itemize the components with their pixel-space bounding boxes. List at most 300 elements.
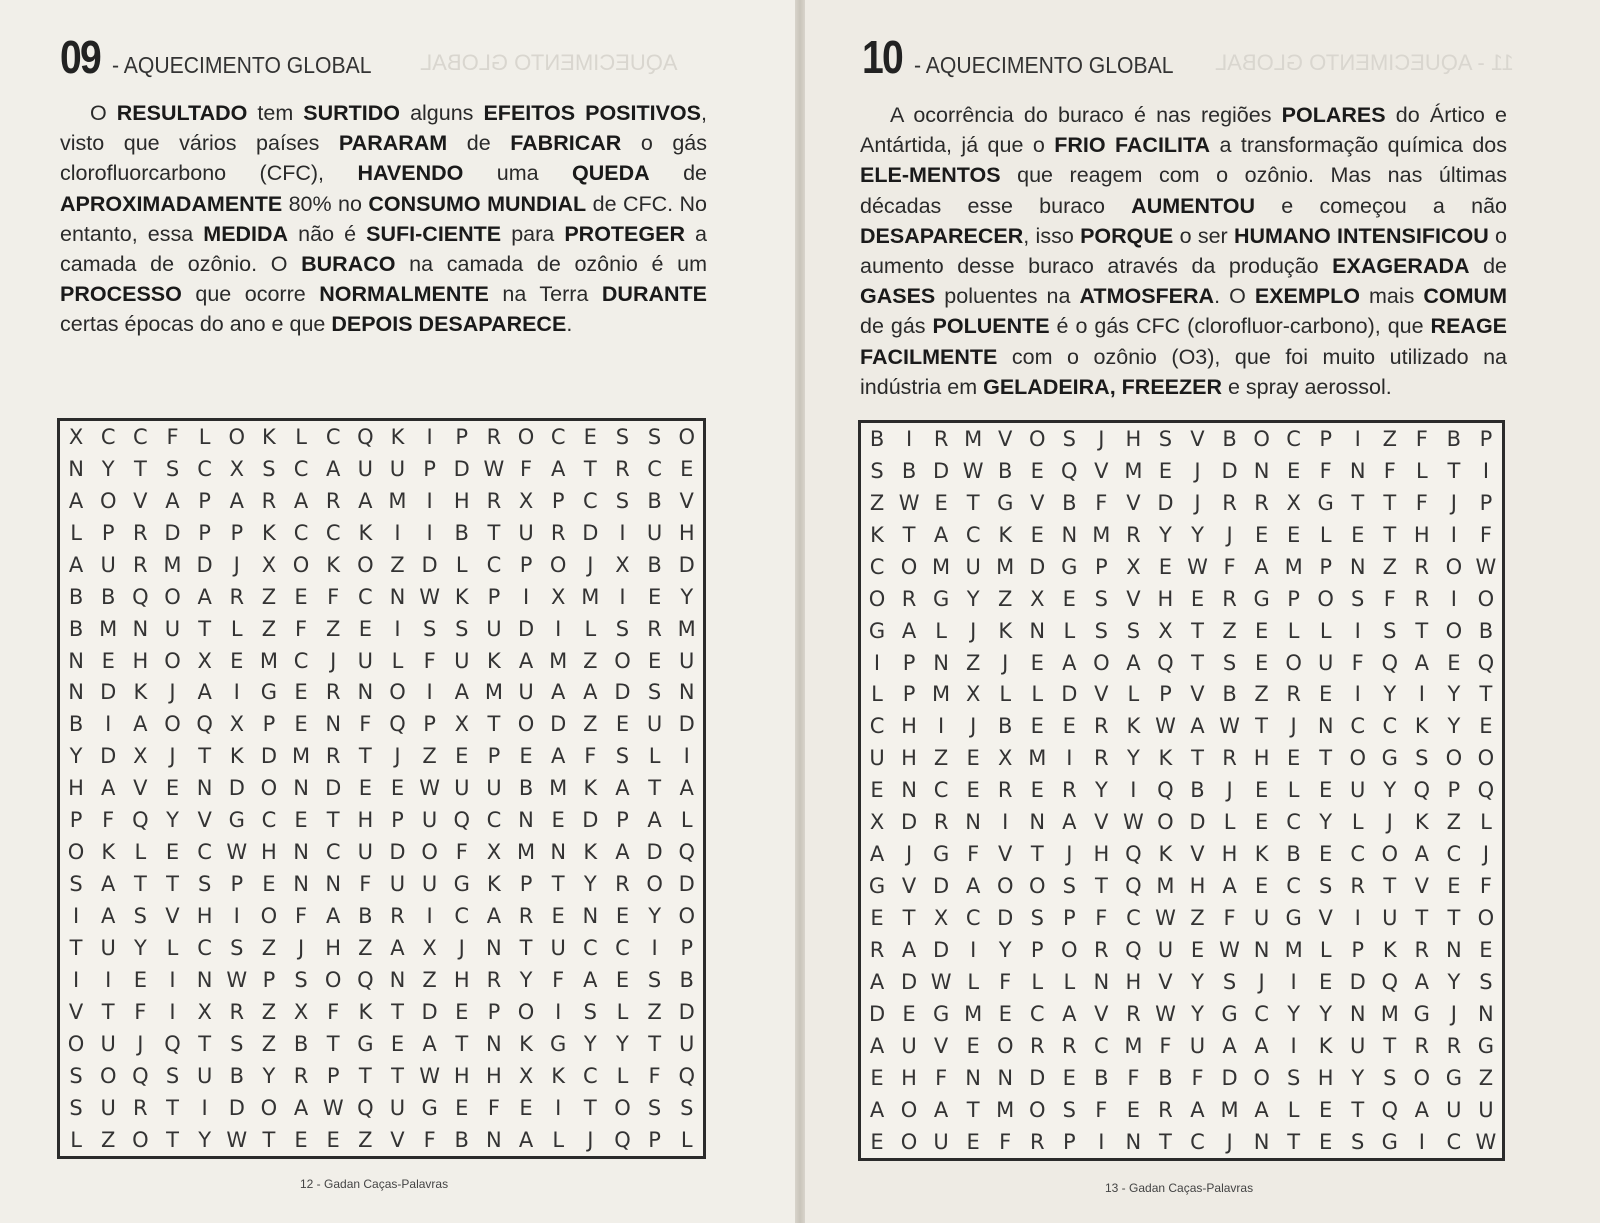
grid-letter[interactable]: I [1354, 618, 1361, 643]
grid-letter[interactable]: A [165, 488, 180, 513]
grid-letter[interactable]: M [1124, 1033, 1143, 1058]
grid-letter[interactable]: C [486, 552, 502, 577]
grid-letter[interactable]: D [100, 680, 117, 705]
grid-letter[interactable]: H [678, 520, 695, 545]
grid-letter[interactable]: M [163, 552, 182, 577]
grid-letter[interactable]: P [455, 424, 469, 449]
grid-letter[interactable]: U [518, 680, 534, 705]
grid-letter[interactable]: S [1158, 426, 1173, 451]
grid-letter[interactable]: O [1317, 586, 1334, 611]
grid-letter[interactable]: L [935, 618, 947, 643]
grid-letter[interactable]: R [933, 810, 949, 835]
grid-letter[interactable]: V [1030, 490, 1045, 515]
grid-letter[interactable]: R [261, 488, 277, 513]
grid-letter[interactable]: D [100, 744, 117, 769]
grid-letter[interactable]: S [1094, 586, 1109, 611]
grid-letter[interactable]: L [680, 1127, 693, 1152]
grid-letter[interactable]: C [1350, 842, 1366, 867]
grid-letter[interactable]: B [998, 458, 1013, 483]
grid-letter[interactable]: E [647, 584, 662, 609]
grid-letter[interactable]: N [68, 456, 84, 481]
grid-letter[interactable]: X [933, 906, 949, 931]
grid-letter[interactable]: Q [132, 1063, 149, 1088]
grid-letter[interactable]: A [1190, 1097, 1205, 1122]
grid-letter[interactable]: Q [1477, 650, 1495, 675]
grid-letter[interactable]: Y [998, 937, 1012, 962]
grid-letter[interactable]: T [326, 1031, 340, 1056]
grid-letter[interactable]: C [1446, 842, 1462, 867]
grid-letter[interactable]: N [518, 808, 534, 833]
grid-letter[interactable]: K [101, 840, 116, 865]
grid-letter[interactable]: M [996, 554, 1015, 579]
grid-letter[interactable]: C [1126, 906, 1141, 931]
grid-letter[interactable]: J [587, 1127, 594, 1152]
grid-letter[interactable]: O [389, 680, 406, 705]
grid-letter[interactable]: E [966, 1033, 980, 1058]
grid-letter[interactable]: Y [1191, 522, 1204, 547]
grid-letter[interactable]: U [1350, 778, 1366, 803]
grid-letter[interactable]: C [1254, 1001, 1269, 1026]
grid-letter[interactable]: Q [1381, 1097, 1399, 1122]
grid-letter[interactable]: L [871, 682, 883, 707]
grid-letter[interactable]: A [869, 1033, 885, 1058]
grid-letter[interactable]: E [870, 906, 884, 931]
grid-letter[interactable]: Q [678, 1063, 695, 1088]
grid-letter[interactable]: U [389, 872, 406, 897]
grid-letter[interactable]: Z [647, 999, 662, 1024]
grid-letter[interactable]: T [902, 522, 916, 547]
grid-letter[interactable]: N [68, 680, 84, 705]
grid-letter[interactable]: J [1098, 426, 1105, 451]
grid-letter[interactable]: A [1254, 1097, 1269, 1122]
grid-letter[interactable]: T [1255, 714, 1268, 739]
grid-letter[interactable]: S [69, 872, 83, 897]
grid-letter[interactable]: T [1415, 906, 1429, 931]
grid-letter[interactable]: W [1155, 1001, 1176, 1026]
grid-letter[interactable]: T [1447, 458, 1461, 483]
grid-letter[interactable]: Q [357, 424, 374, 449]
grid-letter[interactable]: M [516, 840, 536, 865]
grid-letter[interactable]: J [394, 744, 401, 769]
grid-letter[interactable]: A [101, 872, 116, 897]
grid-letter[interactable]: Z [358, 935, 373, 960]
grid-letter[interactable]: E [1030, 458, 1044, 483]
grid-letter[interactable]: L [1031, 682, 1044, 707]
grid-letter[interactable]: M [99, 616, 118, 641]
grid-letter[interactable]: P [1095, 554, 1108, 579]
grid-letter[interactable]: I [233, 680, 240, 705]
grid-letter[interactable]: O [1253, 426, 1270, 451]
grid-letter[interactable]: H [357, 808, 374, 833]
grid-letter[interactable]: G [550, 1031, 567, 1056]
grid-letter[interactable]: H [196, 904, 213, 929]
grid-letter[interactable]: T [1030, 842, 1044, 867]
grid-letter[interactable]: F [1095, 906, 1108, 931]
grid-letter[interactable]: I [426, 424, 433, 449]
grid-letter[interactable]: X [965, 682, 981, 707]
grid-letter[interactable]: S [1062, 426, 1076, 451]
grid-letter[interactable]: V [390, 1127, 405, 1152]
grid-letter[interactable]: T [133, 872, 147, 897]
grid-letter[interactable]: S [615, 744, 630, 769]
grid-letter[interactable]: O [164, 712, 181, 737]
grid-letter[interactable]: R [1222, 746, 1237, 771]
grid-letter[interactable]: D [933, 874, 950, 899]
grid-letter[interactable]: L [1287, 1097, 1300, 1122]
grid-letter[interactable]: W [419, 1063, 440, 1088]
grid-letter[interactable]: W [419, 776, 440, 801]
grid-letter[interactable]: I [72, 967, 80, 992]
grid-letter[interactable]: E [101, 648, 115, 673]
grid-letter[interactable]: U [1478, 1097, 1494, 1122]
grid-letter[interactable]: Z [998, 586, 1013, 611]
grid-letter[interactable]: G [1381, 1129, 1398, 1154]
grid-letter[interactable]: V [133, 488, 148, 513]
grid-letter[interactable]: C [197, 935, 212, 960]
grid-letter[interactable]: F [295, 616, 308, 641]
grid-letter[interactable]: J [297, 935, 305, 960]
grid-letter[interactable]: A [550, 744, 566, 769]
grid-letter[interactable]: I [1450, 586, 1457, 611]
grid-letter[interactable]: B [229, 1063, 244, 1088]
grid-letter[interactable]: D [678, 872, 695, 897]
grid-letter[interactable]: N [901, 778, 917, 803]
grid-letter[interactable]: M [1220, 1097, 1239, 1122]
grid-letter[interactable]: O [900, 1129, 918, 1154]
grid-letter[interactable]: N [582, 904, 599, 929]
grid-letter[interactable]: I [105, 712, 112, 737]
grid-letter[interactable]: P [1319, 554, 1333, 579]
grid-letter[interactable]: H [901, 714, 917, 739]
grid-letter[interactable]: P [1351, 937, 1365, 962]
grid-letter[interactable]: D [421, 552, 438, 577]
grid-letter[interactable]: Y [680, 584, 694, 609]
grid-letter[interactable]: C [550, 424, 566, 449]
grid-letter[interactable]: T [487, 520, 501, 545]
grid-letter[interactable]: A [1222, 874, 1237, 899]
grid-letter[interactable]: O [1349, 746, 1366, 771]
grid-letter[interactable]: E [1190, 586, 1205, 611]
grid-letter[interactable]: H [486, 1063, 502, 1088]
grid-letter[interactable]: C [869, 714, 885, 739]
grid-letter[interactable]: J [970, 714, 977, 739]
grid-letter[interactable]: F [359, 712, 372, 737]
grid-letter[interactable]: P [69, 808, 83, 833]
grid-letter[interactable]: S [1351, 586, 1365, 611]
grid-letter[interactable]: L [1319, 937, 1332, 962]
grid-letter[interactable]: E [165, 776, 180, 801]
grid-letter[interactable]: L [967, 969, 980, 994]
grid-letter[interactable]: O [357, 552, 374, 577]
grid-letter[interactable]: D [1221, 1065, 1238, 1090]
grid-letter[interactable]: A [422, 1031, 437, 1056]
grid-letter[interactable]: E [615, 967, 630, 992]
grid-letter[interactable]: S [647, 424, 662, 449]
grid-letter[interactable]: Z [326, 616, 341, 641]
grid-letter[interactable]: C [1029, 1001, 1045, 1026]
grid-letter[interactable]: N [68, 648, 84, 673]
grid-letter[interactable]: A [358, 488, 373, 513]
grid-letter[interactable]: B [679, 967, 694, 992]
grid-letter[interactable]: Q [1157, 650, 1174, 675]
grid-letter[interactable]: I [1482, 458, 1490, 483]
grid-letter[interactable]: V [1094, 458, 1109, 483]
grid-letter[interactable]: T [1383, 490, 1397, 515]
grid-letter[interactable]: D [900, 810, 918, 835]
grid-letter[interactable]: J [1290, 714, 1297, 739]
grid-letter[interactable]: S [455, 616, 469, 641]
grid-letter[interactable]: J [1226, 778, 1233, 803]
grid-letter[interactable]: W [226, 1127, 248, 1152]
grid-letter[interactable]: A [133, 712, 148, 737]
grid-letter[interactable]: A [869, 1097, 885, 1122]
grid-letter[interactable]: U [679, 1031, 695, 1056]
grid-letter[interactable]: T [1447, 906, 1461, 931]
grid-letter[interactable]: D [1189, 810, 1206, 835]
grid-letter[interactable]: E [455, 999, 469, 1024]
grid-letter[interactable]: B [68, 584, 84, 609]
grid-letter[interactable]: R [1350, 874, 1366, 899]
grid-letter[interactable]: O [99, 1063, 117, 1088]
grid-letter[interactable]: V [1318, 906, 1333, 931]
grid-letter[interactable]: J [1450, 490, 1457, 515]
grid-letter[interactable]: I [555, 616, 562, 641]
grid-letter[interactable]: M [1092, 522, 1111, 547]
grid-letter[interactable]: H [1253, 746, 1270, 771]
grid-letter[interactable]: T [648, 776, 662, 801]
grid-letter[interactable]: I [619, 584, 626, 609]
grid-letter[interactable]: B [1062, 490, 1077, 515]
grid-letter[interactable]: U [1157, 937, 1174, 962]
grid-letter[interactable]: K [1414, 714, 1429, 739]
grid-letter[interactable]: Q [357, 1095, 374, 1120]
grid-letter[interactable]: P [1030, 937, 1044, 962]
grid-letter[interactable]: Y [1319, 810, 1333, 835]
grid-letter[interactable]: F [999, 1129, 1012, 1154]
grid-letter[interactable]: S [1479, 969, 1493, 994]
grid-letter[interactable]: O [1253, 1065, 1270, 1090]
grid-letter[interactable]: B [1446, 426, 1462, 451]
grid-letter[interactable]: E [1254, 618, 1269, 643]
grid-letter[interactable]: U [486, 776, 502, 801]
grid-letter[interactable]: G [1445, 1065, 1462, 1090]
grid-letter[interactable]: N [389, 967, 406, 992]
grid-letter[interactable]: A [933, 1097, 949, 1122]
grid-letter[interactable]: S [1062, 874, 1076, 899]
grid-letter[interactable]: L [70, 1127, 82, 1152]
grid-letter[interactable]: C [1446, 1129, 1462, 1154]
grid-letter[interactable]: Q [1381, 969, 1399, 994]
grid-letter[interactable]: R [1254, 490, 1269, 515]
grid-letter[interactable]: L [455, 552, 468, 577]
grid-letter[interactable]: A [869, 969, 885, 994]
grid-letter[interactable]: E [294, 808, 308, 833]
grid-letter[interactable]: J [137, 1031, 144, 1056]
grid-letter[interactable]: D [228, 1095, 245, 1120]
grid-letter[interactable]: R [1222, 490, 1237, 515]
grid-letter[interactable]: R [518, 904, 534, 929]
grid-letter[interactable]: X [615, 552, 630, 577]
grid-letter[interactable]: T [358, 1063, 372, 1088]
grid-letter[interactable]: I [1354, 682, 1361, 707]
grid-letter[interactable]: T [519, 935, 533, 960]
grid-letter[interactable]: L [616, 1063, 629, 1088]
grid-letter[interactable]: W [226, 840, 248, 865]
grid-letter[interactable]: P [262, 712, 276, 737]
grid-letter[interactable]: F [359, 872, 372, 897]
grid-letter[interactable]: E [1126, 1097, 1141, 1122]
grid-letter[interactable]: H [325, 935, 342, 960]
grid-letter[interactable]: Z [1478, 1065, 1494, 1090]
grid-letter[interactable]: I [873, 650, 881, 675]
grid-letter[interactable]: F [1383, 458, 1396, 483]
grid-letter[interactable]: K [326, 552, 341, 577]
grid-letter[interactable]: Q [678, 840, 695, 865]
grid-letter[interactable]: F [1223, 906, 1236, 931]
grid-letter[interactable]: N [486, 935, 502, 960]
grid-letter[interactable]: N [1061, 522, 1078, 547]
grid-letter[interactable]: K [229, 744, 244, 769]
grid-letter[interactable]: F [1351, 650, 1364, 675]
grid-letter[interactable]: U [357, 456, 374, 481]
grid-letter[interactable]: C [293, 520, 309, 545]
grid-letter[interactable]: T [551, 872, 565, 897]
grid-letter[interactable]: E [615, 712, 630, 737]
grid-letter[interactable]: C [582, 1063, 598, 1088]
grid-letter[interactable]: P [616, 808, 629, 833]
grid-letter[interactable]: Y [1126, 746, 1140, 771]
grid-letter[interactable]: T [1383, 522, 1397, 547]
grid-letter[interactable]: O [324, 967, 342, 992]
grid-letter[interactable]: T [1383, 874, 1397, 899]
grid-letter[interactable]: I [394, 616, 401, 641]
grid-letter[interactable]: A [1254, 554, 1269, 579]
grid-letter[interactable]: L [1287, 778, 1300, 803]
grid-letter[interactable]: G [868, 874, 886, 899]
grid-letter[interactable]: T [966, 1097, 980, 1122]
grid-letter[interactable]: Z [965, 650, 981, 675]
grid-letter[interactable]: G [1413, 1001, 1430, 1026]
grid-letter[interactable]: E [294, 680, 308, 705]
grid-letter[interactable]: E [390, 1031, 405, 1056]
grid-letter[interactable]: V [1126, 586, 1141, 611]
grid-letter[interactable]: E [966, 1129, 980, 1154]
grid-letter[interactable]: E [1254, 810, 1269, 835]
grid-letter[interactable]: K [1254, 842, 1269, 867]
grid-letter[interactable]: A [197, 584, 212, 609]
grid-letter[interactable]: D [453, 456, 470, 481]
grid-letter[interactable]: D [614, 680, 631, 705]
grid-letter[interactable]: O [517, 424, 535, 449]
grid-letter[interactable]: I [522, 584, 530, 609]
grid-letter[interactable]: A [518, 1127, 534, 1152]
grid-letter[interactable]: F [423, 648, 436, 673]
grid-letter[interactable]: O [1028, 426, 1046, 451]
grid-letter[interactable]: W [1155, 906, 1176, 931]
grid-letter[interactable]: P [198, 488, 211, 513]
grid-letter[interactable]: D [164, 520, 181, 545]
grid-letter[interactable]: O [996, 1033, 1014, 1058]
grid-letter[interactable]: Z [583, 712, 598, 737]
grid-letter[interactable]: J [169, 680, 176, 705]
grid-letter[interactable]: Y [1447, 969, 1461, 994]
grid-letter[interactable]: S [230, 935, 244, 960]
grid-letter[interactable]: S [680, 1095, 694, 1120]
grid-letter[interactable]: A [647, 808, 662, 833]
grid-letter[interactable]: D [389, 840, 406, 865]
grid-letter[interactable]: U [901, 1033, 917, 1058]
grid-letter[interactable]: K [487, 648, 501, 673]
grid-letter[interactable]: L [1287, 618, 1300, 643]
grid-letter[interactable]: D [325, 776, 342, 801]
grid-letter[interactable]: F [423, 1127, 436, 1152]
grid-letter[interactable]: O [421, 840, 438, 865]
grid-letter[interactable]: N [357, 680, 374, 705]
grid-letter[interactable]: A [615, 776, 630, 801]
grid-letter[interactable]: X [1158, 618, 1173, 643]
grid-letter[interactable]: W [226, 967, 248, 992]
grid-letter[interactable]: Q [1477, 778, 1495, 803]
grid-letter[interactable]: N [933, 650, 949, 675]
grid-letter[interactable]: Y [1191, 1001, 1204, 1026]
grid-letter[interactable]: A [933, 522, 949, 547]
grid-letter[interactable]: H [1125, 426, 1142, 451]
grid-letter[interactable]: H [261, 840, 277, 865]
grid-letter[interactable]: P [648, 1127, 661, 1152]
grid-letter[interactable]: G [1477, 1033, 1495, 1058]
grid-letter[interactable]: A [1062, 810, 1077, 835]
grid-letter[interactable]: Y [583, 872, 597, 897]
grid-letter[interactable]: U [454, 776, 470, 801]
grid-letter[interactable]: X [486, 840, 502, 865]
grid-letter[interactable]: Y [616, 1031, 629, 1056]
grid-letter[interactable]: B [454, 1127, 469, 1152]
grid-letter[interactable]: Q [1413, 778, 1431, 803]
grid-letter[interactable]: M [964, 1001, 983, 1026]
grid-letter[interactable]: J [1194, 490, 1201, 515]
grid-letter[interactable]: E [230, 648, 244, 673]
grid-letter[interactable]: A [869, 842, 885, 867]
grid-letter[interactable]: X [518, 1063, 534, 1088]
grid-letter[interactable]: A [486, 904, 502, 929]
grid-letter[interactable]: B [647, 488, 662, 513]
grid-letter[interactable]: E [455, 1095, 469, 1120]
grid-letter[interactable]: M [549, 776, 568, 801]
grid-letter[interactable]: V [68, 999, 84, 1024]
grid-letter[interactable]: V [998, 426, 1013, 451]
grid-letter[interactable]: D [196, 552, 213, 577]
grid-letter[interactable]: V [1190, 842, 1205, 867]
grid-letter[interactable]: E [934, 490, 948, 515]
grid-letter[interactable]: N [1349, 554, 1366, 579]
grid-letter[interactable]: E [1319, 969, 1333, 994]
grid-letter[interactable]: N [486, 1127, 502, 1152]
grid-letter[interactable]: P [1159, 682, 1172, 707]
grid-letter[interactable]: I [1450, 522, 1457, 547]
grid-letter[interactable]: U [357, 840, 374, 865]
grid-letter[interactable]: A [293, 488, 309, 513]
grid-letter[interactable]: M [484, 680, 503, 705]
grid-letter[interactable]: O [228, 424, 246, 449]
grid-letter[interactable]: Y [1447, 682, 1461, 707]
grid-letter[interactable]: I [201, 1095, 208, 1120]
grid-letter[interactable]: M [1028, 746, 1047, 771]
grid-letter[interactable]: S [165, 1063, 180, 1088]
grid-letter[interactable]: R [1446, 1033, 1462, 1058]
grid-letter[interactable]: W [898, 490, 920, 515]
grid-letter[interactable]: G [997, 490, 1014, 515]
grid-letter[interactable]: E [1062, 586, 1076, 611]
